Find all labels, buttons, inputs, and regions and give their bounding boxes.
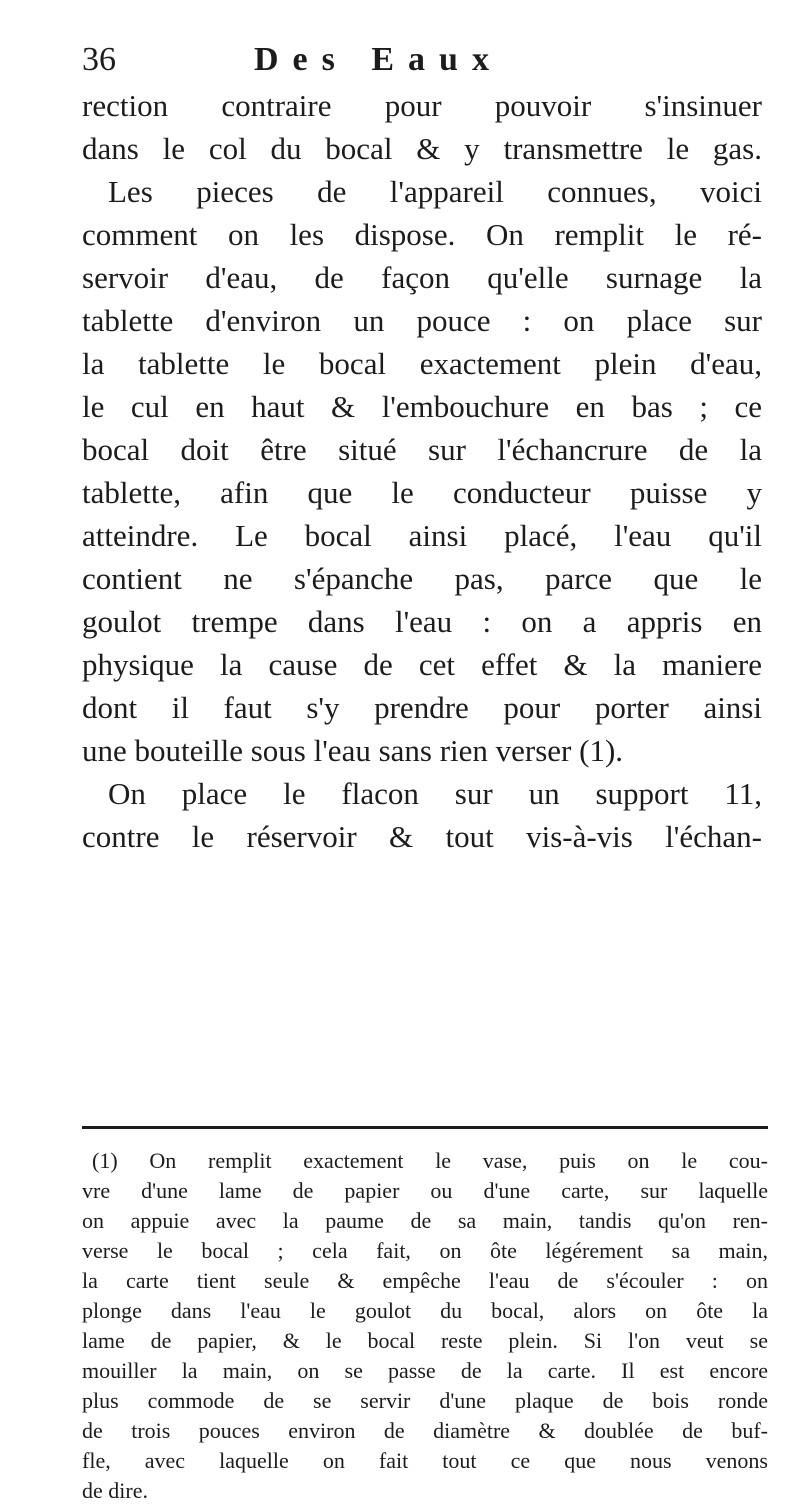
footnote-line: (1) On remplit exactement le vase, puis on le cou- [92,1148,768,1173]
footnote [82,1146,768,1506]
text-line: servoir d'eau, de façon qu'elle surnage la [82,260,762,295]
footnote-line: vre d'une lame de papier ou d'une carte, sur laquelle [82,1178,768,1203]
footnote-line: on appuie avec la paume de sa main, tandis qu'on ren- [82,1208,768,1233]
footnote-line: plonge dans l'eau le goulot du bocal, alors on ôte la [82,1298,768,1323]
body-text [82,84,762,858]
text-line: atteindre. Le bocal ainsi placé, l'eau qu'il [82,518,762,553]
text-line: rection contraire pour pouvoir s'insinuer [82,88,762,123]
footnote-line: fle, avec laquelle on fait tout ce que nous venons [82,1448,768,1473]
text-line: comment on les dispose. On remplit le ré- [82,217,762,252]
footnote-line: verse le bocal ; cela fait, on ôte légérement sa main, [82,1238,768,1263]
text-line: le cul en haut & l'embouchure en bas ; ce [82,389,762,424]
text-line: une bouteille sous l'eau sans rien verser (1). [82,733,624,768]
footnote-line: de trois pouces environ de diamètre & doublée de buf- [82,1418,768,1443]
text-line: goulot trempe dans l'eau : on a appris en [82,604,762,639]
text-line: tablette d'environ un pouce : on place sur [82,303,762,338]
text-line: contient ne s'épanche pas, parce que le [82,561,762,596]
footnote-line: mouiller la main, on se passe de la carte. Il est encore [82,1358,768,1383]
text-line: physique la cause de cet effet & la maniere [82,647,762,682]
footnote-line: lame de papier, & le bocal reste plein. Si l'on veut se [82,1328,768,1353]
footnote-line: la carte tient seule & empêche l'eau de s'écouler : on [82,1268,768,1293]
text-line: contre le réservoir & tout vis-à-vis l'échan- [82,819,762,854]
text-line: dans le col du bocal & y transmettre le gas. [82,131,762,166]
running-head: Des Eaux [254,41,503,78]
footnote-line: plus commode de se servir d'une plaque de bois ronde [82,1388,768,1413]
page-header [82,34,762,84]
page-number: 36 [82,41,116,78]
footnote-line: de dire. [82,1478,148,1503]
text-line: Les pieces de l'appareil connues, voici [108,174,762,209]
text-line: tablette, afin que le conducteur puisse y [82,475,762,510]
footnote-divider [82,1126,768,1129]
text-line: dont il faut s'y prendre pour porter ainsi [82,690,762,725]
text-line: On place le flacon sur un support 11, [108,776,762,811]
text-line: bocal doit être situé sur l'échancrure de la [82,432,762,467]
text-line: la tablette le bocal exactement plein d'eau, [82,346,762,381]
